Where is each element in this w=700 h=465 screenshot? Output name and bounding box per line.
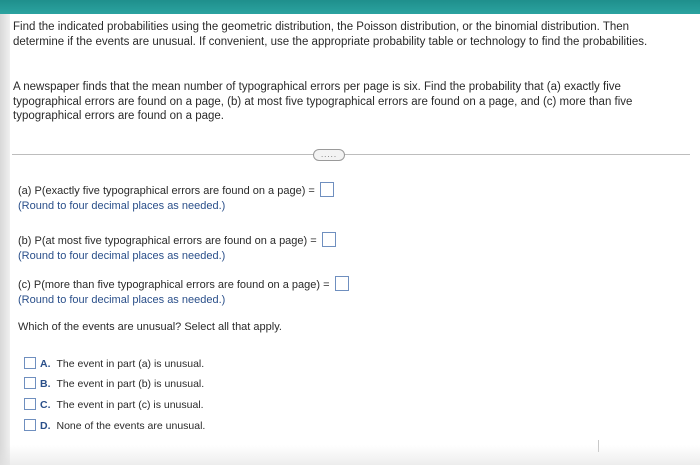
option-a-letter: A.	[40, 358, 51, 370]
option-c-checkbox[interactable]	[24, 398, 36, 410]
option-c-text: The event in part (c) is unusual.	[56, 399, 204, 411]
expand-more-button[interactable]: .....	[313, 149, 345, 161]
select-prompt: Which of the events are unusual? Select all that apply.	[18, 321, 282, 333]
question-c-note: (Round to four decimal places as needed.)	[18, 294, 226, 306]
option-a-text: The event in part (a) is unusual.	[56, 358, 205, 370]
bottom-shade	[0, 445, 700, 465]
header-bar	[0, 0, 700, 14]
option-d-text: None of the events are unusual.	[56, 420, 206, 432]
question-c	[18, 276, 349, 292]
question-a-note: (Round to four decimal places as needed.)	[18, 200, 226, 212]
divider	[12, 154, 690, 155]
option-d-checkbox[interactable]	[24, 419, 36, 431]
problem-text: A newspaper finds that the mean number of typographical errors per page is six. Find the probability that (a) exactly five typographical errors are found on a page, (b) at most five typographical errors are found on a page, and (c) more than five typographical errors are found on a page.	[13, 81, 633, 122]
question-b	[18, 232, 336, 248]
left-edge	[0, 14, 10, 465]
option-a-checkbox[interactable]	[24, 357, 36, 369]
question-b-prompt: (b) P(at most five typographical errors are found on a page) =	[18, 235, 317, 247]
question-c-prompt: (c) P(more than five typographical errors are found on a page) =	[18, 279, 330, 291]
option-b-checkbox[interactable]	[24, 377, 36, 389]
option-b-letter: B.	[40, 378, 51, 390]
option-c-letter: C.	[40, 399, 51, 411]
answer-a-input[interactable]	[320, 182, 334, 197]
option-a[interactable]	[24, 357, 204, 371]
option-d-letter: D.	[40, 420, 51, 432]
option-c[interactable]	[24, 398, 204, 412]
answer-c-input[interactable]	[335, 276, 349, 291]
option-b[interactable]	[24, 377, 204, 391]
option-b-text: The event in part (b) is unusual.	[56, 378, 205, 390]
option-d[interactable]	[24, 419, 205, 433]
instructions-text: Find the indicated probabilities using the geometric distribution, the Poisson distribution, or the binomial distribution. Then determine if the events are unusual. If convenient, use the appropriate probability table or technology to find the probabilities.	[13, 21, 648, 48]
question-b-note: (Round to four decimal places as needed.)	[18, 250, 226, 262]
question-a-prompt: (a) P(exactly five typographical errors are found on a page) =	[18, 185, 315, 197]
answer-b-input[interactable]	[322, 232, 336, 247]
question-a	[18, 182, 334, 198]
